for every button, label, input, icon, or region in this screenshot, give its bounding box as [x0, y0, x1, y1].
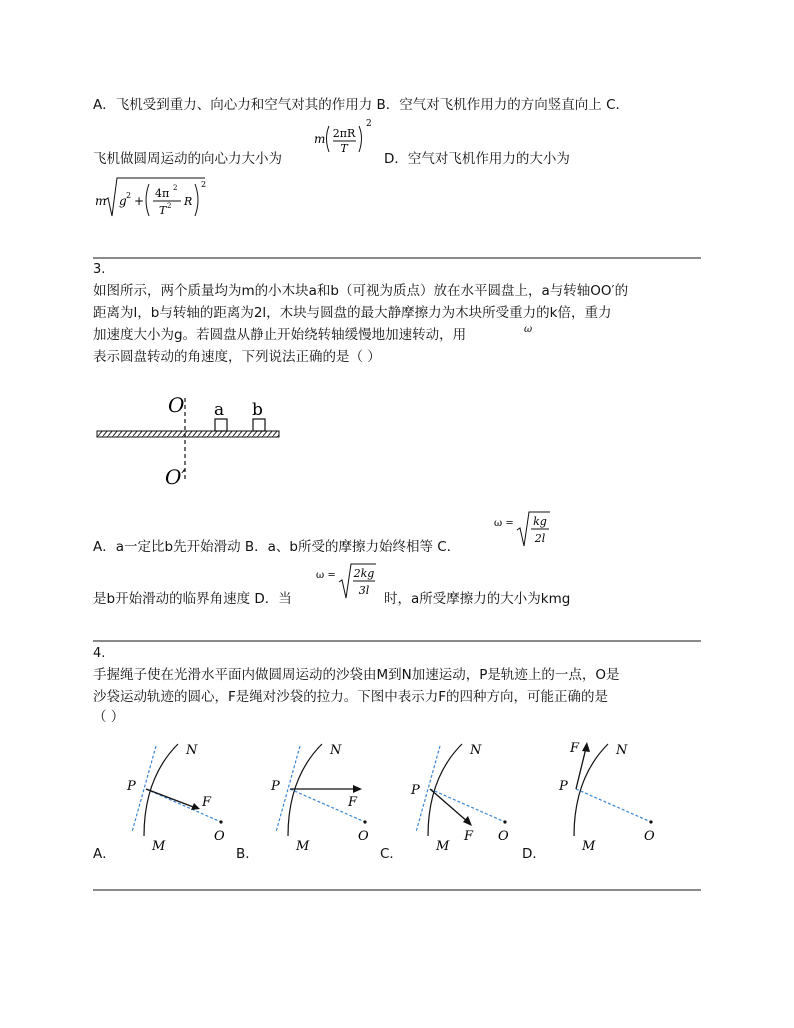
- q2-formula-d-numerator-exp: 2: [173, 184, 178, 192]
- q4-fig-a-O: O: [214, 829, 225, 844]
- q4-fig-a-P: P: [127, 779, 136, 794]
- q4-fig-c-N: N: [470, 743, 482, 758]
- q2-formula-c: [314, 116, 384, 162]
- q2-formula-d: [93, 174, 213, 224]
- q2-option-c-label: 飞机做圆周运动的向心力大小为: [93, 151, 282, 167]
- q3-fig-axis-O: O: [168, 393, 185, 417]
- q4-fig-c-M: M: [436, 839, 450, 854]
- q3-stem-line-1: 如图所示，两个质量均为m的小木块a和b（可视为质点）放在水平圆盘上，a与转轴OO′的: [93, 283, 629, 299]
- q3-turntable-figure: [93, 388, 293, 498]
- q4-fig-d-trajectory: [574, 744, 608, 836]
- q3-fig-block-b: [253, 419, 265, 431]
- q3-fig-label-b: b: [252, 400, 263, 420]
- divider-end: [93, 889, 701, 891]
- q4-fig-a-force-arrow: [146, 789, 196, 808]
- q2-formula-d-R: R: [184, 195, 193, 208]
- q3-fig-axis-Oprime: O′: [165, 465, 186, 489]
- divider-q3-q4: [93, 640, 701, 642]
- divider-q2-q3: [93, 257, 701, 259]
- q2-formula-c-exponent: 2: [366, 119, 372, 129]
- q4-option-b-label: B．: [236, 846, 259, 862]
- q2-formula-d-g-exp: 2: [126, 191, 132, 200]
- q2-formula-d-denominator-exp: 2: [167, 202, 172, 210]
- q3-formula-c-denominator: 2l: [534, 532, 546, 545]
- q4-fig-c-P: P: [411, 783, 420, 798]
- q4-stem-line-1: 手握绳子使在光滑水平面内做圆周运动的沙袋由M到N加速运动，P是轨迹上的一点，O是: [93, 667, 620, 683]
- q4-fig-d-F: F: [570, 741, 580, 756]
- q4-option-a-label: A．: [93, 846, 116, 862]
- q3-number: 3.: [93, 262, 106, 277]
- q3-formula-c-numerator: kg: [533, 515, 547, 528]
- q4-fig-b-force-arrowhead: [353, 785, 362, 793]
- q2-formula-c-numerator: 2πR: [332, 127, 356, 140]
- q4-fig-b-P: P: [271, 779, 280, 794]
- q4-fig-d-O: O: [644, 829, 655, 844]
- q4-fig-b-trajectory: [288, 744, 322, 836]
- q4-fig-d-center-dot: [649, 820, 652, 823]
- q4-fig-c-force-arrowhead: [463, 816, 472, 826]
- q4-fig-b-M: M: [296, 839, 310, 854]
- q3-formula-d-lhs: ω =: [316, 570, 336, 581]
- q4-fig-a-M: M: [152, 839, 166, 854]
- q4-figure-d: [548, 738, 672, 854]
- q2-formula-c-left-paren: [327, 126, 330, 152]
- q4-figure-b: [262, 738, 382, 854]
- q4-fig-c-O: O: [498, 829, 509, 844]
- q2-formula-c-m: m: [314, 132, 326, 146]
- q2-options-line-1: A．飞机受到重力、向心力和空气对其的作用力 B．空气对飞机作用力的方向竖直向上 C．: [93, 97, 630, 113]
- q2-formula-d-left-paren: [146, 184, 149, 216]
- q2-formula-d-m: m: [95, 194, 107, 208]
- q4-fig-d-N: N: [616, 743, 628, 758]
- q2-option-d-label: D．空气对飞机作用力的大小为: [384, 151, 570, 167]
- q3-stem-line-4: 表示圆盘转动的角速度，下列说法正确的是（ ）: [93, 349, 381, 365]
- q4-fig-c-trajectory: [428, 744, 462, 836]
- q3-formula-d: [316, 560, 380, 604]
- q4-fig-b-center-dot: [363, 820, 366, 823]
- q2-formula-d-plus: +: [134, 194, 145, 208]
- q2-formula-d-denominator: T: [159, 204, 167, 217]
- q2-formula-c-denominator: T: [340, 142, 348, 155]
- q2-formula-d-numerator: 4π: [155, 187, 170, 200]
- q2-formula-d-outer-exp: 2: [201, 180, 207, 189]
- q4-fig-c-F: F: [464, 829, 474, 844]
- q4-fig-a-N: N: [186, 743, 198, 758]
- q4-figure-a: [118, 738, 238, 854]
- q4-fig-d-M: M: [582, 839, 596, 854]
- q4-fig-c-force-arrow: [430, 789, 468, 822]
- q3-formula-c: [494, 508, 554, 552]
- q4-option-c-label: C．: [380, 846, 403, 862]
- q3-omega-symbol: ω: [524, 324, 533, 335]
- q4-fig-b-O: O: [358, 829, 369, 844]
- q3-fig-label-a: a: [214, 400, 225, 420]
- q4-stem-line-3: （ ）: [93, 709, 125, 725]
- q4-fig-c-center-dot: [503, 820, 506, 823]
- q4-option-d-label: D．: [522, 846, 546, 862]
- q2-formula-d-right-paren: [195, 184, 198, 216]
- q4-fig-d-radius: [576, 789, 651, 822]
- q2-formula-d-g: g: [119, 194, 127, 208]
- q3-options-line-2-post: 时，a所受摩擦力的大小为kmg: [384, 591, 571, 607]
- q2-formula-c-right-paren: [359, 126, 362, 152]
- q4-fig-b-N: N: [330, 743, 342, 758]
- q4-number: 4.: [93, 646, 106, 661]
- q3-formula-d-denominator: 3l: [358, 584, 370, 597]
- q4-fig-b-F: F: [348, 795, 358, 810]
- q3-stem-line-3: 加速度大小为g。若圆盘从静止开始绕转轴缓慢地加速转动，用: [93, 327, 467, 343]
- q3-options-line-1: A．a一定比b先开始滑动 B．a、b所受的摩擦力始终相等 C．: [93, 539, 461, 555]
- q3-fig-block-a: [215, 419, 227, 431]
- q3-fig-disk: [97, 431, 279, 437]
- q3-formula-d-numerator: 2kg: [353, 567, 375, 580]
- q4-fig-a-F: F: [202, 795, 212, 810]
- q3-formula-c-lhs: ω =: [494, 518, 514, 529]
- q4-fig-a-center-dot: [219, 820, 222, 823]
- q4-stem-line-2: 沙袋运动轨迹的圆心，F是绳对沙袋的拉力。下图中表示力F的四种方向，可能正确的是: [93, 689, 609, 705]
- q4-fig-d-P: P: [559, 779, 568, 794]
- q4-figure-c: [402, 738, 526, 854]
- q3-stem-line-2: 距离为l，b与转轴的距离为2l，木块与圆盘的最大静摩擦力为木块所受重力的k倍，重力: [93, 305, 612, 321]
- q3-options-line-2-pre: 是b开始滑动的临界角速度 D．当: [93, 591, 292, 607]
- q4-fig-d-force-arrowhead: [582, 742, 590, 752]
